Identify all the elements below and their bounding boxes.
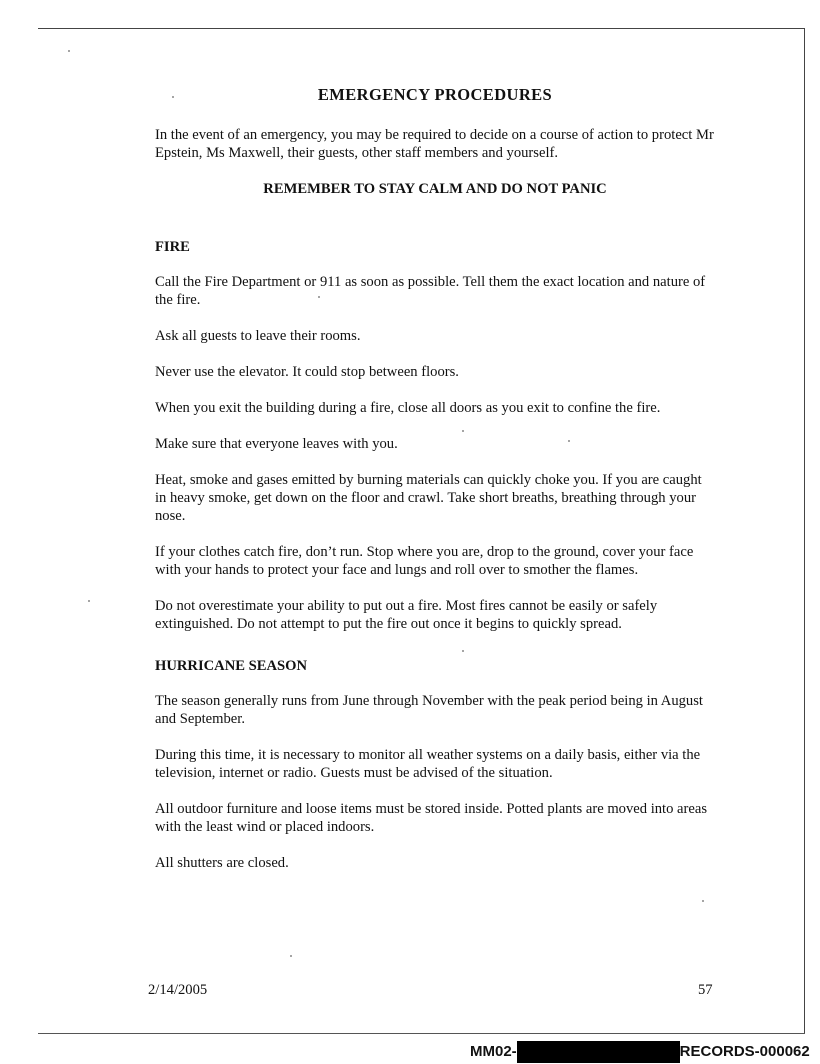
list-item: Call the Fire Department or 911 as soon as possible. Tell them the exact location and nature of the fire. (155, 274, 706, 308)
list-item: Ask all guests to leave their rooms. (155, 328, 361, 344)
list-item: If your clothes catch fire, don’t run. Stop where you are, drop to the ground, cover your face with your hands to protect your face and lungs and roll over to smother the flames. (155, 544, 694, 578)
footer-date: 2/14/2005 (148, 982, 208, 998)
document-body (155, 86, 715, 890)
bates-stamp (470, 1041, 810, 1063)
list-item: All outdoor furniture and loose items must be stored inside. Potted plants are moved into areas with the least wind or placed indoors. (155, 801, 708, 835)
intro-paragraph: In the event of an emergency, you may be required to decide on a course of action to protect Mr Epstein, Ms Maxwell, their guests, other staff members and yourself. (155, 127, 714, 161)
list-item: During this time, it is necessary to monitor all weather systems on a daily basis, either via the television, internet or radio. Guests must be advised of the situation. (155, 747, 701, 781)
scan-speck (290, 955, 292, 957)
bates-prefix: MM02- (470, 1043, 517, 1060)
section-heading: FIRE (155, 239, 190, 255)
list-item: Heat, smoke and gases emitted by burning materials can quickly choke you. If you are caught in heavy smoke, get down on the floor and crawl. Take short breaths, breathing through your nose. (155, 472, 702, 524)
page-title: EMERGENCY PROCEDURES (317, 85, 553, 104)
list-item: Never use the elevator. It could stop between floors. (155, 364, 459, 380)
scan-speck (88, 600, 90, 602)
scan-border-top (38, 28, 804, 29)
scan-border-bottom (38, 1033, 805, 1034)
page-number: 57 (698, 982, 713, 998)
list-item: Make sure that everyone leaves with you. (155, 436, 398, 452)
section-heading: HURRICANE SEASON (155, 658, 308, 674)
bates-suffix: RECORDS-000062 (679, 1043, 810, 1060)
section-fire (155, 238, 715, 633)
list-item: The season generally runs from June through November with the peak period being in August and September. (155, 693, 703, 727)
scan-speck (702, 900, 704, 902)
scan-speck (68, 50, 70, 52)
list-item: Do not overestimate your ability to put out a fire. Most fires cannot be easily or safely extinguished. Do not attempt to put the fire out once it begins to quickly spread. (155, 598, 658, 632)
section-hurricane-season (155, 657, 715, 872)
list-item: All shutters are closed. (155, 855, 289, 871)
reminder-banner: REMEMBER TO STAY CALM AND DO NOT PANIC (263, 181, 607, 197)
list-item: When you exit the building during a fire, close all doors as you exit to confine the fire. (155, 400, 661, 416)
redaction-block (517, 1041, 680, 1063)
scan-border-right (804, 28, 805, 1033)
